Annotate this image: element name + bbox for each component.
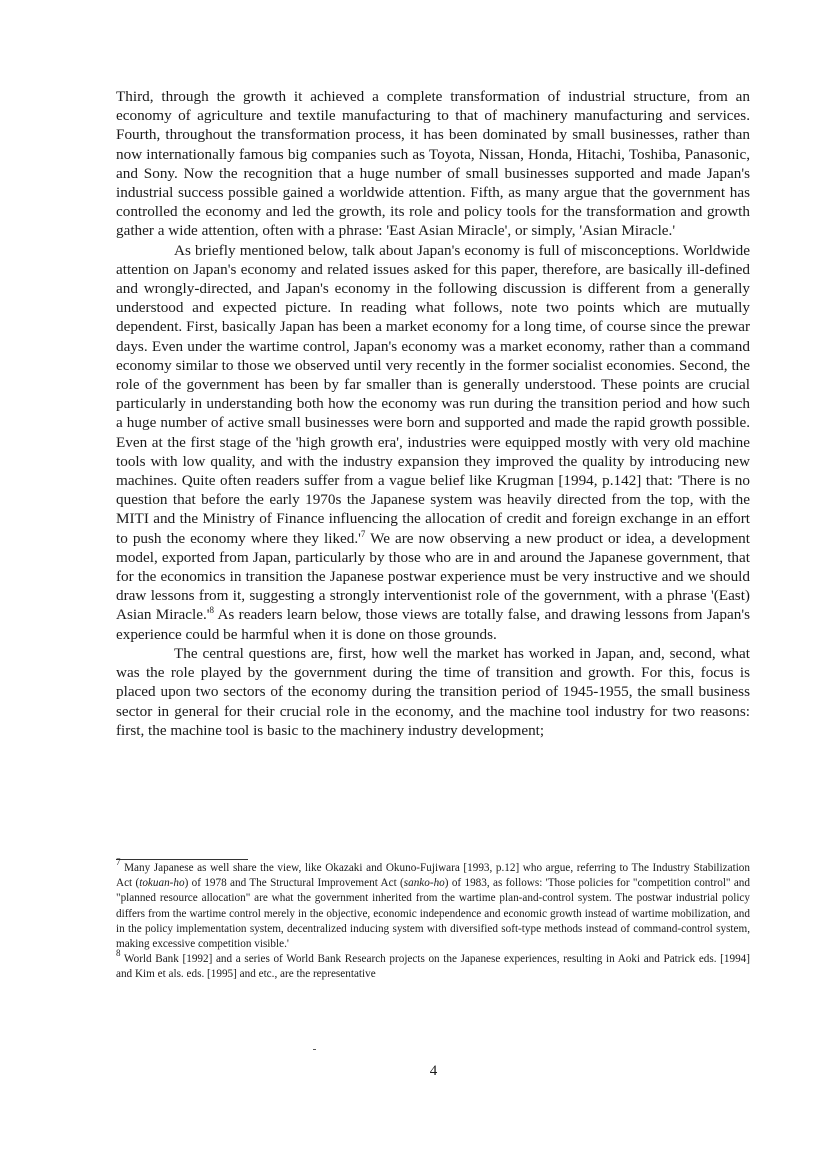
paragraph-2-part-b: We are now observing a new product or idea, a development model, exported from Japan, particularly by those who are in and around the Japanese government, that for the economics in transition the Japanese postwar experience must be very instructive and we should draw lessons from it, suggesting a strongly interventionist role of the government, with a phrase '(East) Asian Miracle.': [116, 529, 750, 624]
page-number: 4: [429, 1063, 438, 1079]
footnote-7-text-c: ) of 1983, as follows: 'Those policies for "competition control" and "planned resource allocation" are what the government inherited from the wartime plan-and-control system. The postwar industrial policy differs from the wartime control merely in the objective, economic independence and economic growth instead of wartime mobilization, and in the policy implementation system, decentralized inducing system with diversified soft-type methods instead of command-control system, making excessive competition visible.': [116, 877, 750, 951]
footnote-7-term-sanko-ho: sanko-ho: [403, 877, 445, 890]
footnote-7-term-tokuan-ho: tokuan-ho: [139, 877, 185, 890]
footnote-8: [116, 948, 750, 982]
paragraph-1: Third, through the growth it achieved a complete transformation of industrial structure, from an economy of agriculture and textile manufacturing to that of machinery manufacturing and services. Fourth, throughout the transformation process, it has been dominated by small businesses, rather than now internationally famous big companies such as Toyota, Nissan, Honda, Hitachi, Toshiba, Panasonic, and Sony. Now the recognition that a huge number of small businesses supported and made Japan's industrial success possible gained a worldwide attention. Fifth, as many argue that the government has controlled the economy and led the growth, its role and policy tools for the transformation and growth gather a wide attention, often with a phrase: 'East Asian Miracle', or simply, 'Asian Miracle.': [116, 88, 750, 240]
footnote-8-text: World Bank [1992] and a series of World Bank Research projects on the Japanese experiences, resulting in Aoki and Patrick eds. [1994] and Kim et als. eds. [1995] and etc., are the representative: [116, 953, 750, 981]
footnote-7: [116, 857, 750, 952]
paragraph-2-part-a: As briefly mentioned below, talk about Japan's economy is full of misconceptions. Worldwide attention on Japan's economy and related issues asked for this paper, therefore, are basically ill-defined and wrongly-directed, and Japan's economy in the following discussion is different from a generally understood and expected picture. In reading what follows, note two points which are mutually dependent. First, basically Japan has been a market economy for a long time, of course since the prewar days. Even under the wartime control, Japan's economy was a market economy, rather than a command economy similar to those we observed until very recently in the former socialist economies. Second, the role of the government has been by far smaller than is generally understood. These points are crucial particularly in understanding both how the economy was run during the transition period and how such a huge number of active small businesses were born and supported and made the rapid growth possible. Even at the first stage of the 'high growth era', industries were equipped mostly with very old machine tools with low quality, and with the industry expansion they improved the quality by introducing new machines. Quite often readers suffer from a vague belief like Krugman [1994, p.142] that: 'There is no question that before the early 1970s the Japanese system was heavily directed from the top, with the MITI and the Ministry of Finance influencing the allocation of credit and foreign exchange in an effort to push the economy where they liked.': [116, 241, 750, 547]
footnote-divider: [116, 859, 248, 860]
paragraph-2: [116, 241, 750, 644]
scan-speck: [313, 1049, 316, 1050]
footnote-7-text-b: ) of 1978 and The Structural Improvement Act (: [184, 877, 404, 890]
main-text: [116, 87, 750, 740]
paragraph-3: The central questions are, first, how well the market has worked in Japan, and, second, what was the role played by the government during the time of transition and growth. For this, focus is placed upon two sectors of the economy during the transition period of 1945-1955, the small business sector in general for their crucial role in the economy, and the machine tool industry for two reasons: first, the machine tool is basic to the machinery industry development;: [116, 644, 750, 739]
footnote-ref-7[interactable]: 7: [360, 528, 366, 539]
footnote-7-text-a: Many Japanese as well share the view, like Okazaki and Okuno-Fujiwara [1993, p.12] who argue, referring to The Industry Stabilization Act (: [116, 862, 750, 890]
footnote-7-marker: 7: [116, 857, 121, 867]
footnotes: [116, 857, 750, 983]
footnote-8-marker: 8: [116, 948, 121, 959]
footnote-ref-8[interactable]: 8: [209, 605, 214, 616]
paragraph-2-part-c: As readers learn below, those views are totally false, and drawing lessons from Japan's experience could be harmful when it is done on those grounds.: [116, 606, 750, 643]
